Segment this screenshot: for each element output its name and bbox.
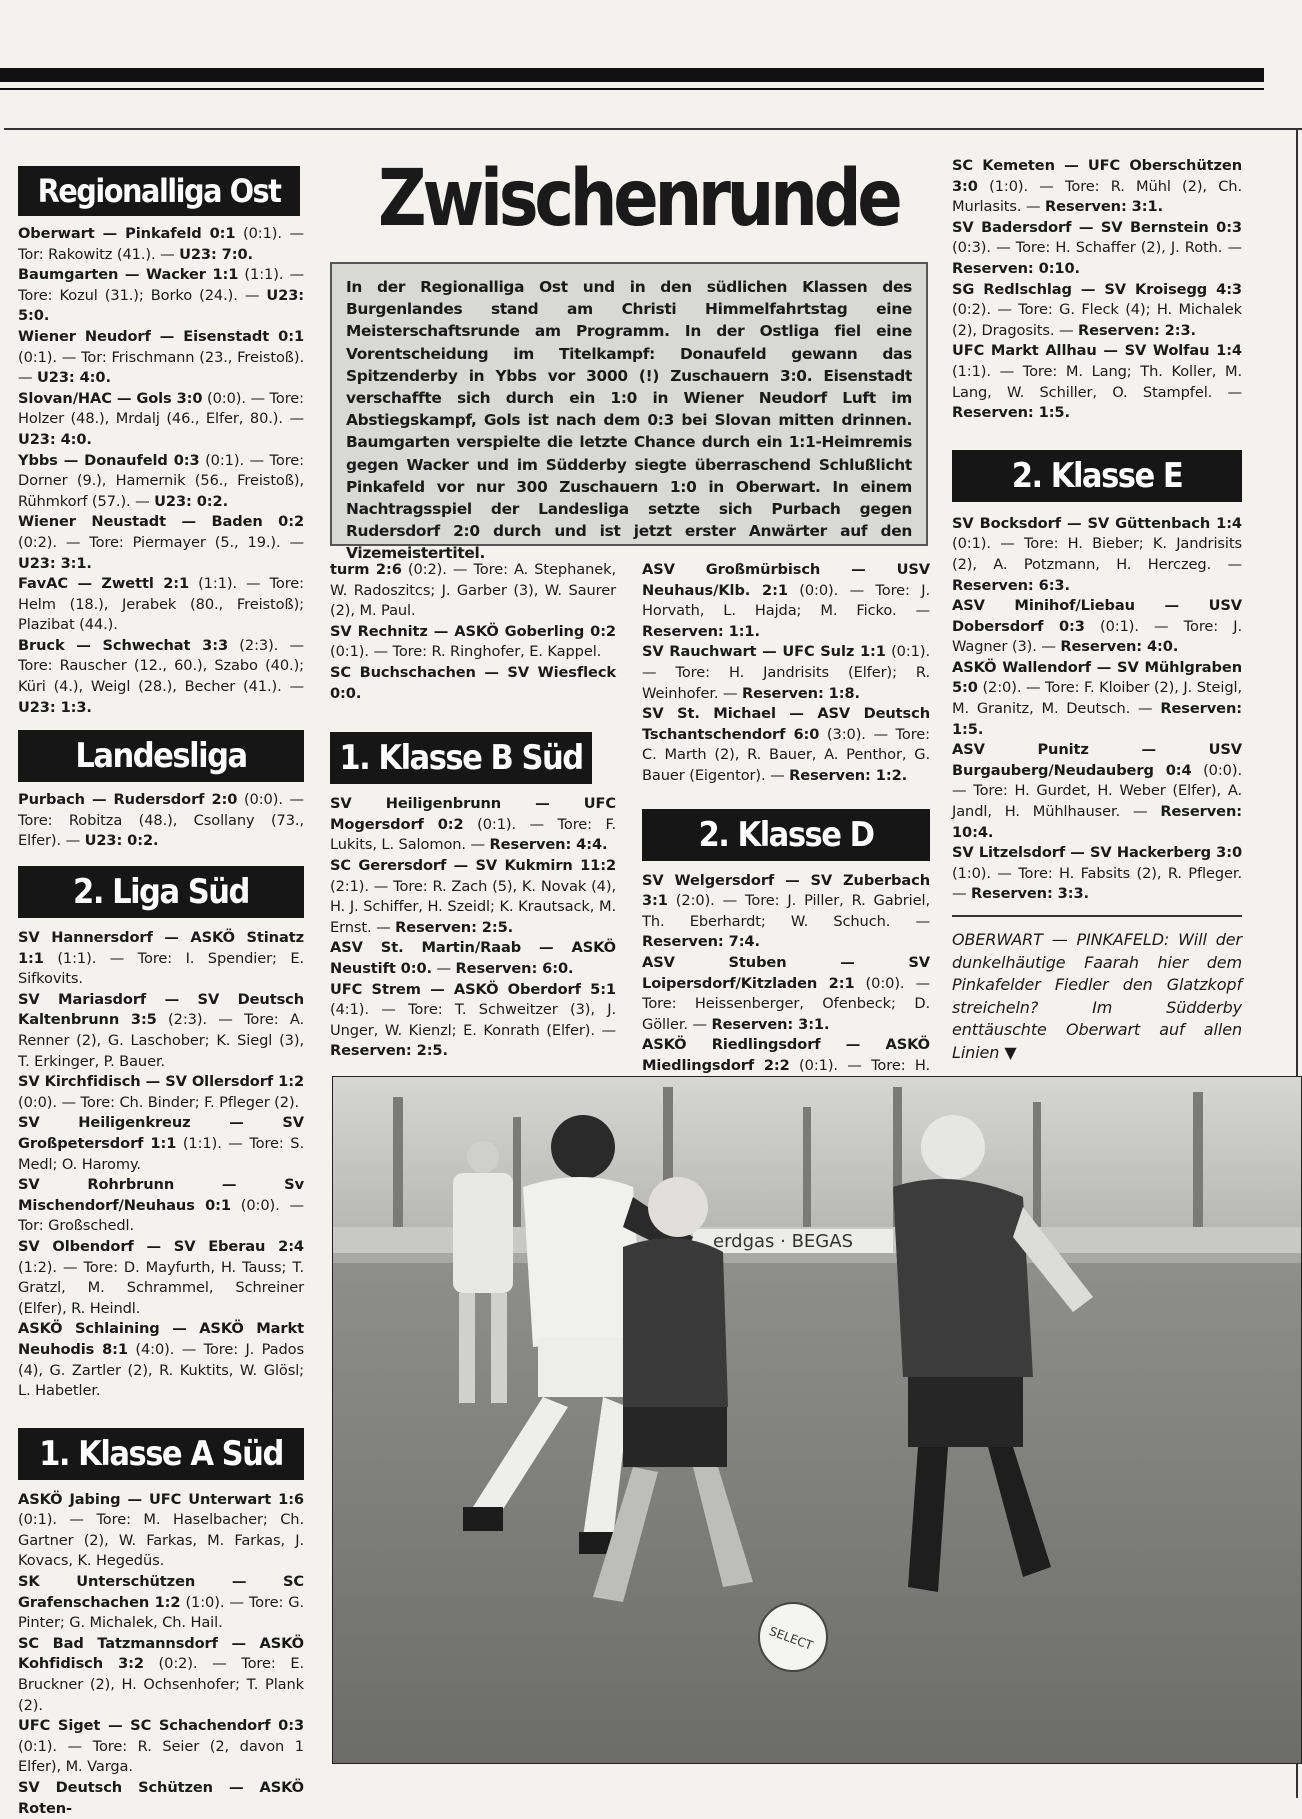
match-reserve-result: Reserven: 7:4. bbox=[642, 933, 760, 951]
match-teams: ASV Punitz — USV Burgauberg/Neudauberg 0:4 bbox=[952, 741, 1242, 779]
match-teams: UFC Markt Allhau — SV Wolfau 1:4 bbox=[952, 342, 1242, 360]
match-teams: Baumgarten — Wacker 1:1 bbox=[18, 266, 239, 284]
match-details: (0:1). — Tore: J. Wagner (3). — bbox=[952, 617, 1242, 656]
match-reserve-result: Reserven: 2:3. bbox=[1078, 321, 1196, 339]
match-reserve-result: Reserven: 1:5. bbox=[952, 700, 1242, 738]
match-teams: ASV Stuben — SV Loipersdorf/Kitzladen 2:1 bbox=[642, 953, 930, 992]
ad-board-text: erdgas · BEGAS bbox=[713, 1231, 853, 1252]
match-item bbox=[330, 938, 616, 979]
match-list bbox=[18, 1490, 304, 1778]
match-list bbox=[952, 514, 1242, 905]
match-details: (4:1). — Tore: T. Schweitzer (3), J. Unger, W. Kienzl; E. Konrath (Elfer). — bbox=[330, 1001, 616, 1039]
match-teams: SC Gerersdorf — SV Kukmirn 11:2 bbox=[330, 856, 616, 874]
match-teams: SV Rauchwart — UFC Sulz 1:1 bbox=[642, 643, 886, 661]
match-item bbox=[952, 156, 1242, 218]
match-teams: SV Welgersdorf — SV Zuberbach 3:1 bbox=[642, 871, 930, 910]
match-reserve-result: Reserven: 6:0. bbox=[455, 959, 574, 977]
column-4 bbox=[952, 156, 1242, 1065]
match-teams: FavAC — Zwettl 2:1 bbox=[18, 575, 190, 593]
intro-box: In der Regionalliga Ost und in den südlichen Klassen des Burgenlandes stand am Christi Himmelfahrtstag eine Meisterschaftsrunde am Programm. In der Ostliga fiel eine Vorentscheidung im Titelkampf: Donaufeld gewann das Spitzenderby in Ybbs vor 3000 (!) Zuschauern 3:0. Eisenstadt verschaffte sich durch ein 1:0 in Wiener Neudorf Luft im Abstiegskampf, Gols ist nach dem 0:3 bei Slovan mitten drinnen. Baumgarten verspielte die letzte Chance durch ein 1:1-Heimremis gegen Wacker und im Südderby siegte überraschend Schlußlicht Pinkafeld vor nur 300 Zuschauern 1:0 in Oberwart. In einem Nachtragsspiel der Landesliga setzte sich Purbach gegen Rudersdorf 2:0 durch und ist jetzt erster Anwärter auf den Vizemeistertitel. bbox=[330, 262, 928, 546]
match-item bbox=[18, 990, 304, 1072]
match-details: (0:1). — Tore: H. Bieber; K. Jandrisits (2), A. Potzmann, H. Herczeg. — bbox=[952, 535, 1242, 573]
match-list bbox=[330, 622, 616, 704]
match-item bbox=[18, 636, 304, 718]
match-reserve-result: Reserven: 1:5. bbox=[952, 404, 1070, 422]
match-details: (0:1). — Tore: H. bbox=[799, 1056, 931, 1074]
match-teams: Bruck — Schwechat 3:3 bbox=[18, 636, 228, 654]
match-teams: SV Rechnitz — ASKÖ Goberling 0:2 bbox=[330, 622, 616, 640]
match-teams: SK Unterschützen — SC Grafenschachen 1:2 bbox=[18, 1573, 304, 1611]
match-reserve-result: U23: 4:0. bbox=[37, 369, 111, 387]
column-3 bbox=[642, 560, 930, 1118]
match-item bbox=[952, 514, 1242, 596]
match-details: (0:1). — Tore: M. Haselbacher; Ch. Gartner (2), W. Farkas, M. Farkas, J. Kovacs, K. Hegedüs. bbox=[18, 1511, 304, 1570]
match-item bbox=[18, 1319, 304, 1401]
match-details: (0:0). — Tore: Ch. Binder; F. Pfleger (2). bbox=[18, 1093, 300, 1111]
column-1 bbox=[18, 166, 304, 1819]
top-rule-thin bbox=[0, 88, 1264, 90]
match-item bbox=[952, 341, 1242, 423]
match-reserve-result: Reserven: 3:1. bbox=[1045, 198, 1163, 216]
match-item bbox=[330, 663, 616, 704]
match-item bbox=[18, 512, 304, 574]
match-teams: ASKÖ Schlaining — ASKÖ Markt Neuhodis 8:1 bbox=[18, 1320, 304, 1358]
match-teams: UFC Siget — SC Schachendorf 0:3 bbox=[18, 1717, 304, 1735]
match-reserve-result: U23: 0:2. bbox=[84, 832, 159, 850]
match-item bbox=[18, 327, 304, 389]
match-details: (0:3). — Tore: H. Schaffer (2), J. Roth. — bbox=[952, 239, 1242, 257]
match-item bbox=[18, 790, 304, 852]
match-item bbox=[642, 953, 930, 1035]
match-list bbox=[18, 790, 304, 852]
match-reserve-result: Reserven: 4:0. bbox=[1060, 638, 1179, 656]
match-item bbox=[18, 224, 304, 265]
match-details: (0:1). — Tor: Frischmann (23., Freistoß). — bbox=[18, 348, 304, 387]
match-details: (2:3). — Tore: A. Renner (2), G. Laschober; K. Siegl (3), T. Erkinger, P. Bauer. bbox=[18, 1011, 304, 1070]
match-teams: SV Kirchfidisch — SV Ollersdorf 1:2 bbox=[18, 1073, 304, 1091]
match-teams: SG Redlschlag — SV Kroisegg 4:3 bbox=[952, 280, 1242, 298]
match-details: (0:0). — Tore: H. Gurdet, H. Weber (Elfer), A. Jandl, H. Mühlhauser. — bbox=[952, 761, 1242, 821]
match-details: (0:2). — Tore: Piermayer (5., 19.). — bbox=[18, 533, 304, 551]
match-details: (1:1). — Tore: I. Spendier; E. Sifkovits. bbox=[18, 949, 304, 988]
match-details: (0:0). — Tore: Robitza (48.), Csollany (73., Elfer). — bbox=[18, 791, 304, 850]
section-title-2-klasse-d: 2. Klasse D bbox=[642, 809, 930, 861]
match-item bbox=[18, 1113, 304, 1175]
match-reserve-result: Reserven: 3:3. bbox=[971, 885, 1089, 903]
match-details: (1:1). — Tore: Helm (18.), Jerabek (80., Freistoß); Plazibat (44.). bbox=[18, 575, 304, 634]
match-item bbox=[330, 856, 616, 938]
match-details: — bbox=[431, 959, 456, 977]
match-teams: Purbach — Rudersdorf 2:0 bbox=[18, 791, 238, 809]
match-details: (0:1). — Tore: R. Seier (2, davon 1 Elfer), M. Varga. bbox=[18, 1737, 304, 1776]
match-teams: SC Bad Tatzmannsdorf — ASKÖ Kohfidisch 3:2 bbox=[18, 1634, 304, 1673]
match-details: (2:1). — Tore: R. Zach (5), K. Novak (4), H. J. Schiffer, H. Szeidl; K. Krautsack, M. Ernst. — bbox=[330, 877, 616, 936]
match-teams: SV Heiligenbrunn — UFC Mogersdorf 0:2 bbox=[330, 795, 616, 833]
section-title-2-liga-sued: 2. Liga Süd bbox=[18, 866, 304, 918]
match-reserve-result: U23: 7:0. bbox=[179, 245, 253, 263]
match-item bbox=[18, 1634, 304, 1716]
match-list bbox=[642, 560, 930, 787]
match-details: (0:0). — Tore: Heissenberger, Ofenbeck; D. Göller. — bbox=[642, 974, 930, 1033]
match-details: (0:0). — Tor: Großschedl. bbox=[18, 1196, 304, 1235]
match-teams: SV Rohrbrunn — Sv Mischendorf/Neuhaus 0:1 bbox=[18, 1176, 304, 1214]
match-item bbox=[952, 658, 1242, 740]
match-teams: ASKÖ Riedlingsdorf — ASKÖ Miedlingsdorf 2:2 bbox=[642, 1036, 930, 1074]
match-item bbox=[952, 843, 1242, 905]
match-teams: SV Olbendorf — SV Eberau 2:4 bbox=[18, 1237, 304, 1255]
match-item bbox=[330, 794, 616, 856]
match-reserve-result: U23: 1:3. bbox=[18, 698, 92, 716]
match-teams: SV Heiligenkreuz — SV Großpetersdorf 1:1 bbox=[18, 1114, 304, 1152]
top-rule bbox=[0, 68, 1264, 82]
match-reserve-result: Reserven: 1:2. bbox=[789, 766, 908, 784]
column-2 bbox=[330, 560, 616, 1062]
match-reserve-result: Reserven: 1:1. bbox=[642, 622, 760, 640]
match-details: (1:1). — Tore: S. Medl; O. Haromy. bbox=[18, 1134, 305, 1173]
match-photo bbox=[332, 1076, 1302, 1764]
match-details: (4:0). — Tore: J. Pados (4), G. Zartler (2), R. Kuktits, W. Glösl; L. Habetler. bbox=[18, 1340, 304, 1400]
match-teams: Wiener Neustadt — Baden 0:2 bbox=[18, 513, 304, 531]
match-list bbox=[330, 794, 616, 1062]
match-item bbox=[18, 1175, 304, 1237]
match-item bbox=[18, 389, 304, 451]
match-details: (1:1). — Tore: Kozul (31.); Borko (24.). — bbox=[18, 266, 304, 304]
match-list bbox=[952, 156, 1242, 424]
match-teams: Slovan/HAC — Gols 3:0 bbox=[18, 389, 203, 407]
match-details: (0:2). — Tore: E. Bruckner (2), H. Ochsenhofer; T. Plank (2). bbox=[18, 1655, 304, 1714]
match-teams-continued: SV Deutsch Schützen — ASKÖ Roten- bbox=[18, 1779, 304, 1817]
photo-caption: OBERWART — PINKAFELD: Will der dunkelhäutige Faarah hier dem Pinkafelder Fiedler den Glatzkopf streicheln? Im Südderby enttäuschte Oberwart auf allen Linien ▼ bbox=[952, 930, 1242, 1062]
match-item bbox=[18, 1237, 304, 1319]
match-details: (0:0). — Tore: Holzer (48.), Mrdalj (46., Elfer, 80.). — bbox=[18, 389, 304, 428]
match-teams: Wiener Neudorf — Eisenstadt 0:1 bbox=[18, 327, 304, 345]
match-teams: SV Hannersdorf — ASKÖ Stinatz 1:1 bbox=[18, 929, 304, 967]
match-teams: SV Bocksdorf — SV Güttenbach 1:4 bbox=[952, 514, 1242, 532]
match-details: (0:1). — Tore: H. Jandrisits (Elfer); R. Weinhofer. — bbox=[642, 643, 930, 702]
match-reserve-result: Reserven: 10:4. bbox=[952, 803, 1242, 841]
match-item bbox=[18, 1072, 304, 1113]
match-item bbox=[18, 1716, 304, 1778]
match-list bbox=[18, 928, 304, 1402]
match-reserve-result: Reserven: 2:5. bbox=[330, 1042, 448, 1060]
ball-text: SELECT bbox=[767, 1624, 815, 1653]
match-details: (1:0). — Tore: R. Mühl (2), Ch. Murlasits. — bbox=[952, 177, 1242, 216]
match-reserve-result: Reserven: 1:8. bbox=[742, 684, 860, 702]
match-teams: ASV St. Martin/Raab — ASKÖ Neustift 0:0. bbox=[330, 939, 616, 977]
match-item bbox=[18, 1490, 304, 1572]
match-reserve-result: Reserven: 6:3. bbox=[952, 576, 1070, 594]
match-details: (3:0). — Tore: C. Marth (2), R. Bauer, A. Penthor, G. Bauer (Eigentor). — bbox=[642, 725, 930, 784]
match-reserve-result: Reserven: 3:1. bbox=[711, 1015, 830, 1033]
match-item bbox=[952, 218, 1242, 280]
match-continued bbox=[18, 1778, 304, 1819]
match-teams: ASKÖ Wallendorf — SV Mühlgraben 5:0 bbox=[952, 658, 1242, 697]
match-reserve-result: U23: 0:2. bbox=[154, 492, 229, 510]
match-item bbox=[18, 574, 304, 636]
match-details: (1:1). — Tore: M. Lang; Th. Koller, M. Lang, W. Schiller, O. Stampfel. — bbox=[952, 362, 1242, 401]
match-item bbox=[952, 596, 1242, 658]
match-teams: ASV Minihof/Liebau — USV Dobersdorf 0:3 bbox=[952, 597, 1242, 635]
match-list bbox=[18, 224, 304, 718]
match-reserve-result: U23: 5:0. bbox=[18, 286, 304, 325]
match-item bbox=[330, 980, 616, 1062]
match-teams: SC Kemeten — UFC Oberschützen 3:0 bbox=[952, 157, 1242, 195]
section-title-regionalliga-ost: Regionalliga Ost bbox=[18, 166, 300, 216]
match-details: (1:0). — Tore: H. Fabsits (2), R. Pfleger. — bbox=[952, 864, 1242, 903]
match-details: (0:1). — Tor: Rakowitz (41.). — bbox=[18, 225, 304, 263]
match-teams: SV Litzelsdorf — SV Hackerberg 3:0 bbox=[952, 844, 1242, 862]
match-item bbox=[642, 704, 930, 786]
match-item bbox=[330, 622, 616, 663]
match-item bbox=[952, 280, 1242, 342]
match-reserve-result: Reserven: 2:5. bbox=[395, 918, 514, 936]
match-details: (2:3). — Tore: Rauscher (12., 60.), Szabo (40.); Küri (4.), Weigl (28.), Becher (41.). — bbox=[18, 636, 304, 696]
match-details: (0:1). — Tore: R. Ringhofer, E. Kappel. bbox=[330, 643, 602, 661]
match-teams: SV Mariasdorf — SV Deutsch Kaltenbrunn 3:5 bbox=[18, 990, 304, 1029]
match-teams: SV Badersdorf — SV Bernstein 0:3 bbox=[952, 218, 1242, 236]
match-item bbox=[330, 560, 616, 622]
match-teams: UFC Strem — ASKÖ Oberdorf 5:1 bbox=[330, 980, 616, 998]
match-teams: Ybbs — Donaufeld 0:3 bbox=[18, 451, 200, 469]
match-reserve-result: Reserven: 4:4. bbox=[489, 836, 608, 854]
match-teams: ASKÖ Jabing — UFC Unterwart 1:6 bbox=[18, 1490, 304, 1508]
section-title-1-klasse-b-sued: 1. Klasse B Süd bbox=[330, 732, 592, 784]
photo-illustration bbox=[333, 1077, 1301, 1763]
match-details: (2:0). — Tore: J. Piller, R. Gabriel, Th. Eberhardt; W. Schuch. — bbox=[642, 892, 930, 930]
section-title-1-klasse-a-sued: 1. Klasse A Süd bbox=[18, 1428, 304, 1480]
match-teams: turm 2:6 bbox=[330, 561, 402, 578]
match-details: (0:2). — Tore: G. Fleck (4); H. Michalek (2), Dragosits. — bbox=[952, 301, 1242, 339]
headline: Zwischenrunde bbox=[378, 154, 899, 244]
match-details: (1:2). — Tore: D. Mayfurth, H. Tauss; T. Gratzl, M. Schrammel, Schreiner (Elfer), R. Heindl. bbox=[18, 1258, 304, 1317]
match-item bbox=[642, 871, 930, 953]
match-teams: Oberwart — Pinkafeld 0:1 bbox=[18, 225, 236, 242]
match-reserve-result: U23: 4:0. bbox=[18, 430, 92, 448]
match-item bbox=[18, 928, 304, 990]
caption-divider bbox=[952, 915, 1242, 917]
match-teams: ASV Großmürbisch — USV Neuhaus/Klb. 2:1 bbox=[642, 561, 930, 599]
match-item bbox=[642, 560, 930, 642]
section-title-landesliga: Landesliga bbox=[18, 730, 304, 782]
match-teams: SC Buchschachen — SV Wiesfleck 0:0. bbox=[330, 663, 616, 702]
match-item bbox=[18, 451, 304, 513]
match-item bbox=[18, 265, 304, 327]
section-title-2-klasse-e: 2. Klasse E bbox=[952, 450, 1242, 502]
match-details: (1:0). — Tore: G. Pinter; G. Michalek, Ch. Hail. bbox=[18, 1593, 305, 1632]
match-teams: SV St. Michael — ASV Deutsch Tschantschendorf 6:0 bbox=[642, 705, 930, 743]
match-item bbox=[18, 1572, 304, 1634]
match-reserve-result: U23: 3:1. bbox=[18, 554, 92, 572]
match-item bbox=[642, 642, 930, 704]
match-item bbox=[952, 740, 1242, 843]
match-reserve-result: Reserven: 0:10. bbox=[952, 259, 1080, 277]
match-details: (0:0). — Tore: J. Horvath, L. Hajda; M. Ficko. — bbox=[642, 581, 930, 620]
match-details: (2:0). — Tore: F. Kloiber (2), J. Steigl, M. Granitz, M. Deutsch. — bbox=[952, 679, 1242, 718]
match-details: (0:1). — Tore: Dorner (9.), Hamernik (56., Freistoß), Rühmkorf (57.). — bbox=[18, 451, 304, 510]
match-details: (0:2). — Tore: A. Stephanek, W. Radoszitcs; J. Garber (3), W. Saurer (2), M. Paul. bbox=[330, 561, 616, 620]
match-details: (0:1). — Tore: F. Lukits, L. Salomon. — bbox=[330, 815, 616, 854]
